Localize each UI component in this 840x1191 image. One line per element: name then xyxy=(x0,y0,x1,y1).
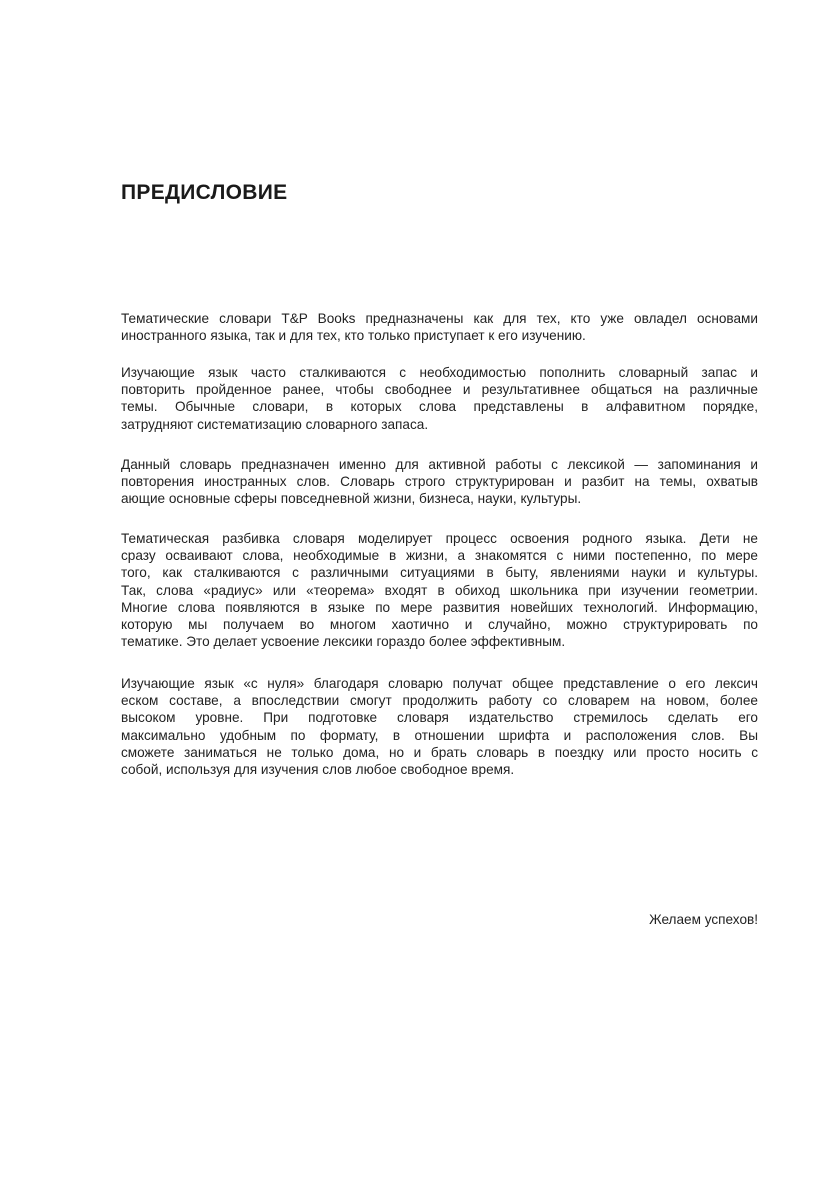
closing-signoff: Желаем успехов! xyxy=(649,912,758,927)
text-line: затрудняют систематизацию словарного запаса. xyxy=(121,416,429,432)
text-line: повторения иностранных слов. Словарь строго структурирован и разбит на темы, охватыв xyxy=(121,474,758,490)
text-line: сразу осваивают слова, необходимые в жизни, а знакомятся с ними постепенно, по мере xyxy=(121,548,758,564)
text-line: высоком уровне. При подготовке словаря издательство стремилось сделать его xyxy=(121,710,758,726)
text-line: собой, используя для изучения слов любое свободное время. xyxy=(121,762,515,778)
text-line: максимально удобным по формату, в отношении шрифта и расположения слов. Вы xyxy=(121,727,758,743)
text-line: Тематические словари T&P Books предназначены как для тех, кто уже овладел основами xyxy=(121,311,758,326)
text-line: повторить пройденное ранее, чтобы свободнее и результативнее общаться на различные xyxy=(121,382,758,398)
text-line: ающие основные сферы повседневной жизни, бизнеса, науки, культуры. xyxy=(121,491,582,507)
text-line: сможете заниматься не только дома, но и брать словарь в поездку или просто носить с xyxy=(121,744,758,760)
text-line: Изучающие язык часто сталкиваются с необходимостью пополнить словарный запас и xyxy=(121,365,758,380)
text-line: Так, слова «радиус» или «теорема» входят в обиход школьника при изучении геометрии. xyxy=(121,582,758,598)
text-line: темы. Обычные словари, в которых слова представлены в алфавитном порядке, xyxy=(121,399,758,415)
text-line: Изучающие язык «с нуля» благодаря словарю получат общее представление о его лексич xyxy=(121,676,758,691)
paragraph-5 xyxy=(121,675,758,778)
text-line: еском составе, а впоследствии смогут продолжить работу со словарем на новом, более xyxy=(121,693,758,709)
page-title: ПРЕДИСЛОВИЕ xyxy=(121,181,288,204)
paragraph-2 xyxy=(121,364,758,433)
text-line: иностранного языка, так и для тех, кто только приступает к его изучению. xyxy=(121,328,586,344)
text-line: того, как сталкиваются с различными ситуациями в быту, явлениями науки и культуры. xyxy=(121,565,758,581)
paragraph-3 xyxy=(121,456,758,508)
text-line: Многие слова появляются в языке по мере развития новейших технологий. Информацию, xyxy=(121,599,758,615)
text-line: Тематическая разбивка словаря моделирует процесс освоения родного языка. Дети не xyxy=(121,531,758,546)
paragraph-1 xyxy=(121,310,758,344)
text-line: которую мы получаем во многом хаотично и случайно, можно структурировать по xyxy=(121,617,758,633)
text-line: тематике. Это делает усвоение лексики гораздо более эффективным. xyxy=(121,634,566,650)
paragraph-4 xyxy=(121,530,758,650)
text-line: Данный словарь предназначен именно для активной работы с лексикой — запоминания и xyxy=(121,457,758,472)
